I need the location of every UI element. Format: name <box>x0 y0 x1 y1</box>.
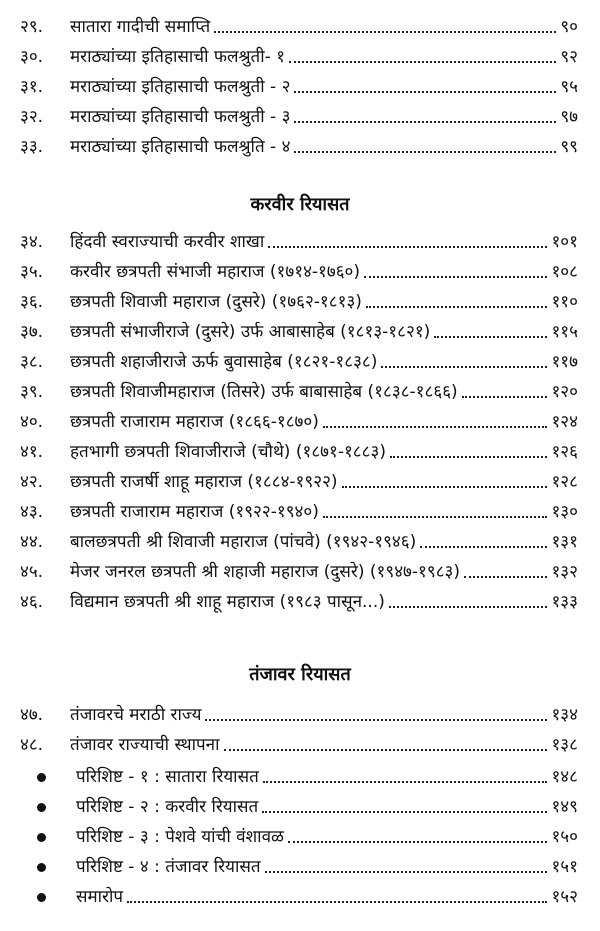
entry-page-number: ११० <box>551 292 578 312</box>
toc-group-satara <box>0 12 600 162</box>
entry-number: ३९. <box>20 382 44 402</box>
entry-page-number: १२६ <box>551 442 578 462</box>
entry-number: ३०. <box>20 47 44 67</box>
bullet-icon-wrap <box>0 852 76 882</box>
entry-page-number: १२० <box>551 382 578 402</box>
toc-entry[interactable] <box>0 730 600 760</box>
entry-page-number: १२८ <box>551 472 578 492</box>
entry-page-number: १३३ <box>551 592 578 612</box>
toc-entry[interactable] <box>0 102 600 132</box>
dot-leader <box>289 61 556 63</box>
entry-number: ३६. <box>20 292 44 312</box>
entry-title: तंजावरचे मराठी राज्य <box>70 705 202 725</box>
toc-entry[interactable] <box>0 557 600 587</box>
toc-entry[interactable] <box>0 852 600 882</box>
entry-title: विद्यमान छत्रपती श्री शाहू महाराज (१९८३ पासून...) <box>70 592 385 612</box>
entry-page-number: १३२ <box>551 562 578 582</box>
toc-entry[interactable] <box>0 700 600 730</box>
entry-title: छत्रपती राजाराम महाराज (१९२२-१९४०) <box>70 502 319 522</box>
entry-title: परिशिष्ट - २ : करवीर रियासत <box>76 797 259 817</box>
entry-number: ४५. <box>20 562 44 582</box>
entry-number: ३७. <box>20 322 44 342</box>
bullet-icon <box>37 833 46 842</box>
section-heading-tanjavar: तंजावर रियासत <box>249 664 351 685</box>
entry-page-number: १२४ <box>551 412 578 432</box>
entry-number: ३१. <box>20 77 44 97</box>
toc-entry[interactable] <box>0 287 600 317</box>
entry-page-number: १३४ <box>551 705 578 725</box>
entry-number: ३२. <box>20 107 44 127</box>
toc-entry[interactable] <box>0 822 600 852</box>
dot-leader <box>224 749 548 751</box>
entry-number: ४३. <box>20 502 44 522</box>
entry-number: ४२. <box>20 472 44 492</box>
entry-title: छत्रपती राजर्षी शाहू महाराज (१८८४-१९२२) <box>70 472 338 492</box>
toc-entry[interactable] <box>0 407 600 437</box>
entry-number: ४०. <box>20 412 44 432</box>
dot-leader <box>323 516 548 518</box>
entry-title: छत्रपती संभाजीराजे (दुसरे) उर्फ आबासाहेब (१८१३-१८२१) <box>70 322 431 342</box>
dot-leader <box>268 246 547 248</box>
entry-title: परिशिष्ट - ४ : तंजावर रियासत <box>76 857 261 877</box>
entry-page-number: १४८ <box>551 767 578 787</box>
entry-page-number: १३८ <box>551 735 578 755</box>
dot-leader <box>381 366 547 368</box>
entry-title: सातारा गादीची समाप्ति <box>70 17 211 37</box>
entry-title: बालछत्रपती श्री शिवाजी महाराज (पांचवे) (१९४२-१९४६) <box>70 532 417 552</box>
dot-leader <box>434 336 547 338</box>
dot-leader <box>390 456 548 458</box>
dot-leader <box>342 486 548 488</box>
dot-leader <box>366 306 548 308</box>
entry-title: करवीर छत्रपती संभाजी महाराज (१७१४-१७६०) <box>70 262 361 282</box>
dot-leader <box>294 151 556 153</box>
bullet-icon <box>37 893 46 902</box>
entry-page-number: ९५ <box>560 77 578 97</box>
toc-entry[interactable] <box>0 527 600 557</box>
dot-leader <box>214 31 556 33</box>
toc-entry[interactable] <box>0 72 600 102</box>
entry-title: समारोप <box>76 887 124 907</box>
toc-entry[interactable] <box>0 227 600 257</box>
bullet-icon-wrap <box>0 762 76 792</box>
entry-page-number: १३० <box>551 502 578 522</box>
dot-leader <box>288 841 548 843</box>
entry-page-number: १३१ <box>551 532 578 552</box>
entry-page-number: ९७ <box>560 107 578 127</box>
entry-page-number: ९२ <box>560 47 578 67</box>
entry-title: छत्रपती शहाजीराजे ऊर्फ बुवासाहेब (१८२१-१८३८) <box>70 352 378 372</box>
entry-title: परिशिष्ट - १ : सातारा रियासत <box>76 767 259 787</box>
entry-title: छत्रपती शिवाजीमहाराज (तिसरे) उर्फ बाबासाहेब (१८३८-१८६६) <box>70 382 458 402</box>
dot-leader <box>294 91 556 93</box>
dot-leader <box>464 576 547 578</box>
dot-leader <box>323 426 548 428</box>
entry-number: ३३. <box>20 137 44 157</box>
toc-entry[interactable] <box>0 317 600 347</box>
entry-page-number: ९९ <box>560 137 578 157</box>
entry-number: ३४. <box>20 232 44 252</box>
entry-page-number: १०१ <box>551 232 578 252</box>
entry-title: तंजावर राज्याची स्थापना <box>70 735 220 755</box>
entry-page-number: १०८ <box>551 262 578 282</box>
dot-leader <box>462 396 548 398</box>
entry-number: ३८. <box>20 352 44 372</box>
entry-page-number: १५१ <box>551 857 578 877</box>
dot-leader <box>265 871 548 873</box>
bullet-icon-wrap <box>0 882 76 912</box>
entry-page-number: १५२ <box>551 887 578 907</box>
dot-leader <box>420 546 547 548</box>
toc-entry[interactable] <box>0 587 600 617</box>
dot-leader <box>205 719 547 721</box>
toc-entry[interactable] <box>0 437 600 467</box>
entry-title: मराठ्यांच्या इतिहासाची फलश्रुती- १ <box>70 47 286 67</box>
bullet-icon-wrap <box>0 792 76 822</box>
dot-leader <box>127 901 547 903</box>
toc-entry[interactable] <box>0 257 600 287</box>
bullet-icon <box>37 863 46 872</box>
entry-number: ३५. <box>20 262 44 282</box>
entry-page-number: ११५ <box>551 322 578 342</box>
bullet-icon-wrap <box>0 822 76 852</box>
entry-number: २९. <box>20 17 44 37</box>
dot-leader <box>263 781 548 783</box>
toc-entry[interactable] <box>0 377 600 407</box>
entry-number: ४४. <box>20 532 44 552</box>
bullet-icon <box>37 803 46 812</box>
entry-number: ४८. <box>20 735 44 755</box>
dot-leader <box>389 606 548 608</box>
toc-entry[interactable] <box>0 762 600 792</box>
entry-title: हतभागी छत्रपती शिवाजीराजे (चौथे) (१८७१-१८८३) <box>70 442 386 462</box>
toc-entry[interactable] <box>0 497 600 527</box>
dot-leader <box>262 811 547 813</box>
toc-group-appendix <box>0 762 600 912</box>
entry-title: मराठ्यांच्या इतिहासाची फलश्रुती - ३ <box>70 107 291 127</box>
toc-group-tanjavar <box>0 700 600 760</box>
entry-title: हिंदवी स्वराज्याची करवीर शाखा <box>70 232 265 252</box>
entry-page-number: १५० <box>551 827 578 847</box>
entry-title: छत्रपती शिवाजी महाराज (दुसरे) (१७६२-१८१३) <box>70 292 362 312</box>
entry-title: छत्रपती राजाराम महाराज (१८६६-१८७०) <box>70 412 319 432</box>
dot-leader <box>364 276 547 278</box>
toc-entry[interactable] <box>0 882 600 912</box>
entry-page-number: ९० <box>560 17 578 37</box>
toc-entry[interactable] <box>0 132 600 162</box>
entry-page-number: ११७ <box>551 352 578 372</box>
bullet-icon <box>37 773 46 782</box>
toc-group-karvir <box>0 227 600 617</box>
entry-title: मराठ्यांच्या इतिहासाची फलश्रुति - ४ <box>70 137 291 157</box>
toc-entry[interactable] <box>0 12 600 42</box>
entry-title: मराठ्यांच्या इतिहासाची फलश्रुती - २ <box>70 77 291 97</box>
entry-title: मेजर जनरल छत्रपती श्री शहाजी महाराज (दुसरे) (१९४७-१९८३) <box>70 562 461 582</box>
dot-leader <box>294 121 556 123</box>
toc-entry[interactable] <box>0 467 600 497</box>
entry-page-number: १४९ <box>551 797 578 817</box>
entry-number: ४७. <box>20 705 44 725</box>
entry-number: ४१. <box>20 442 44 462</box>
entry-title: परिशिष्ट - ३ : पेशवे यांची वंशावळ <box>76 827 284 847</box>
toc-entry[interactable] <box>0 347 600 377</box>
toc-entry[interactable] <box>0 42 600 72</box>
toc-entry[interactable] <box>0 792 600 822</box>
entry-number: ४६. <box>20 592 44 612</box>
section-heading-karvir: करवीर रियासत <box>250 194 350 215</box>
